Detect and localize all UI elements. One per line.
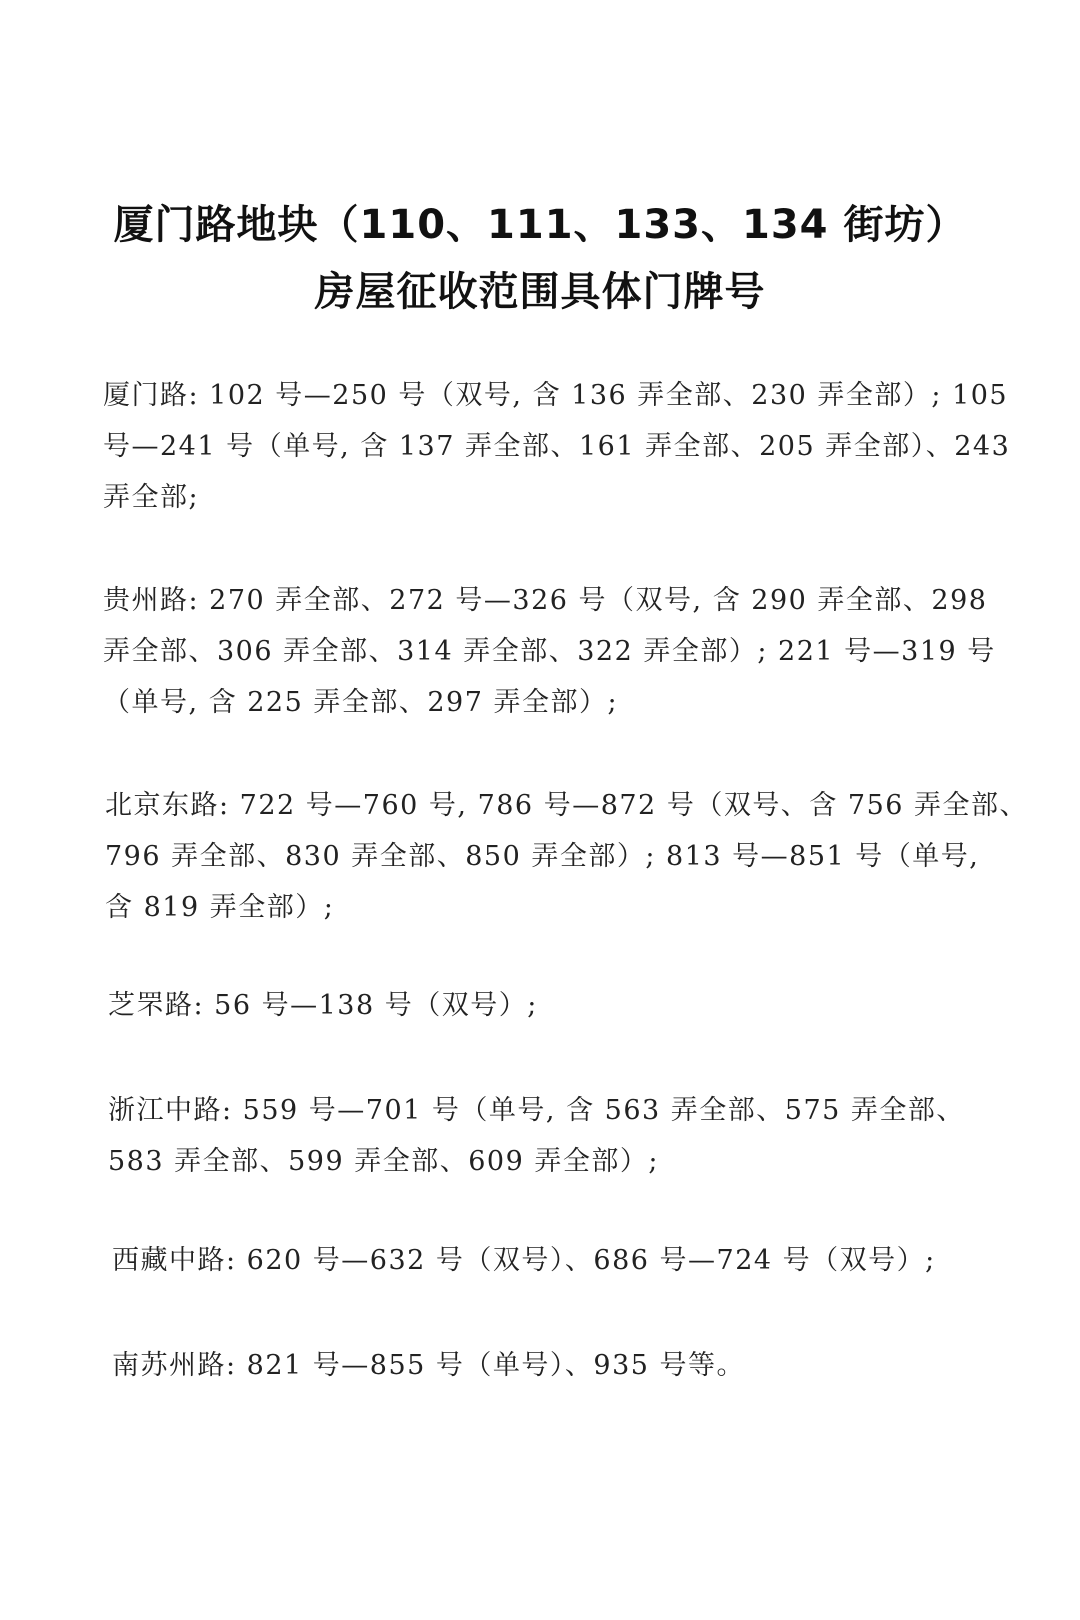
entry-line: 厦门路: 102 号—250 号（双号, 含 136 弄全部、230 弄全部）; 105 (103, 380, 1009, 411)
entry-xizang-middle-road (112, 1235, 936, 1286)
entry-south-suzhou-road (112, 1340, 745, 1391)
entry-beijing-east-road (105, 780, 1028, 933)
entry-line: 583 弄全部、599 弄全部、609 弄全部）; (108, 1146, 659, 1177)
entry-line: 芝罘路: 56 号—138 号（双号）; (108, 990, 538, 1021)
entry-line: 796 弄全部、830 弄全部、850 弄全部）; 813 号—851 号（单号, (105, 841, 980, 872)
entry-xiamen-road (103, 370, 1010, 523)
entry-zhifu-road (108, 980, 538, 1031)
entry-line: （单号, 含 225 弄全部、297 弄全部）; (103, 687, 619, 718)
entry-line: 弄全部、306 弄全部、314 弄全部、322 弄全部）; 221 号—319 号 (103, 636, 996, 667)
entry-line: 贵州路: 270 弄全部、272 号—326 号（双号, 含 290 弄全部、298 (103, 585, 988, 616)
entry-line: 浙江中路: 559 号—701 号（单号, 含 563 弄全部、575 弄全部、 (108, 1095, 965, 1126)
entry-guizhou-road (103, 575, 996, 728)
entry-line: 西藏中路: 620 号—632 号（双号）、686 号—724 号（双号）; (112, 1245, 936, 1276)
entry-zhejiang-middle-road (108, 1085, 965, 1187)
entry-line: 南苏州路: 821 号—855 号（单号）、935 号等。 (112, 1350, 746, 1381)
entry-line: 弄全部; (103, 482, 200, 513)
entry-line: 北京东路: 722 号—760 号, 786 号—872 号（双号、含 756 弄全部、 (105, 790, 1029, 821)
entry-line: 含 819 弄全部）; (105, 892, 335, 923)
document-title-line-2: 房屋征收范围具体门牌号 (314, 269, 766, 315)
document-title-line-1: 厦门路地块（110、111、133、134 街坊） (113, 202, 967, 248)
entry-line: 号—241 号（单号, 含 137 弄全部、161 弄全部、205 弄全部）、243 (103, 431, 1011, 462)
